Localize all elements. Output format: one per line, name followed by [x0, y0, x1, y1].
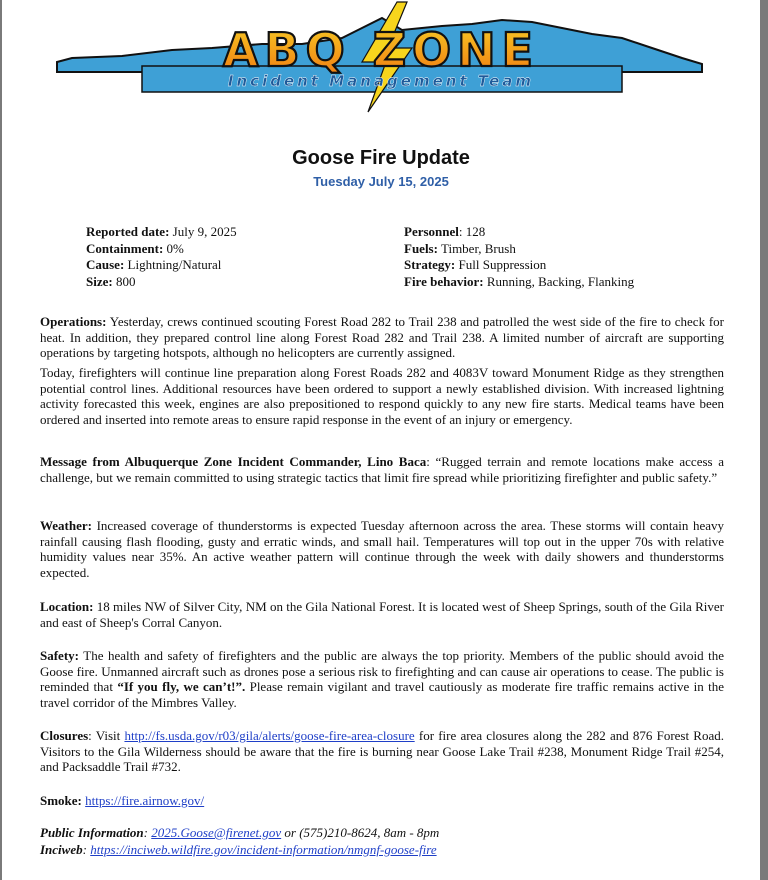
fact-fuels: Fuels: Timber, Brush — [404, 240, 516, 256]
weather-paragraph: Weather: Increased coverage of thunderstorms is expected Tuesday afternoon across the area. These storms will contain heavy rainfall causing flash flooding, gusty and erratic winds, and small hail. Temperatures will top out in the upper 70s with relative humidity values near 35%. An active weather pattern will continue through the week with daily showers and thunderstorms expected. — [40, 518, 724, 580]
smoke-paragraph: Smoke: https://fire.airnow.gov/ — [40, 793, 205, 808]
abq-zone-logo — [2, 0, 760, 125]
fact-size: Size: 800 — [86, 273, 136, 289]
logo-main-text: ABQ ZONE — [222, 23, 540, 77]
fire-facts-right — [404, 224, 634, 290]
public-information-line: Public Information: 2025.Goose@firenet.gov or (575)210-8624, 8am - 8pm — [40, 825, 440, 840]
inciweb-link[interactable]: https://inciweb.wildfire.gov/incident-information/nmgnf-goose-fire — [90, 842, 437, 857]
logo-sub-text: Incident Management Team — [227, 72, 535, 90]
document-page — [2, 0, 760, 880]
fact-personnel: Personnel: 128 — [404, 224, 486, 239]
safety-paragraph: Safety: The health and safety of firefighters and the public are always the top priority. Members of the public should avoid the Goose fire. Unmanned aircraft such as drones pose a serious risk to firefighting and can cause air operations to cease. The public is reminded that “If you fly, we can’t!”. Please remain vigilant and travel cautiously as moderate fire traffic remains active in the travel corridor of the Mimbres Valley. — [40, 648, 724, 710]
page-title: Goose Fire Update — [292, 147, 470, 169]
fact-reported-date: Reported date: July 9, 2025 — [86, 224, 237, 239]
fire-facts-left — [86, 224, 237, 290]
fact-strategy: Strategy: Full Suppression — [404, 257, 547, 272]
today-paragraph: Today, firefighters will continue line preparation along Forest Roads 282 and 4083V toward Monument Ridge as they strengthen potential control lines. Additional resources have been ordered to support a newly established division. With increased lightning activity forecasted this week, engines are also prepositioned to respond quickly to any new fire starts. Medical teams have been ordered and inserted into remote areas to ensure rapid response in the event of an injury or emergency. — [40, 365, 724, 427]
location-paragraph: Location: 18 miles NW of Silver City, NM on the Gila National Forest. It is located west of Sheep Springs, south of the Gila River and east of Sheep's Corral Canyon. — [40, 599, 724, 630]
fact-cause: Cause: Lightning/Natural — [86, 257, 222, 272]
update-date: Tuesday July 15, 2025 — [313, 174, 449, 189]
fact-containment: Containment: 0% — [86, 240, 184, 256]
closure-link[interactable]: http://fs.usda.gov/r03/gila/alerts/goose-fire-area-closure — [124, 728, 415, 743]
commander-message-paragraph: Message from Albuquerque Zone Incident Commander, Lino Baca: “Rugged terrain and remote locations make access a challenge, but we remain committed to using strategic tactics that limit fire spread while prioritizing firefighter and public safety.” — [40, 454, 724, 485]
operations-paragraph: Operations: Yesterday, crews continued scouting Forest Road 282 to Trail 238 and patrolled the west side of the fire to check for heat. In addition, they prepared control line along Forest Road 282 and Trail 238. A limited number of aircraft are supporting operations by targeting hotspots, although no helicopters are currently assigned. — [40, 314, 724, 361]
fact-fire-behavior: Fire behavior: Running, Backing, Flanking — [404, 273, 635, 289]
closures-paragraph: Closures: Visit http://fs.usda.gov/r03/gila/alerts/goose-fire-area-closure for fire area closures along the 282 and 876 Forest Road. Visitors to the Gila Wilderness should be aware that the fire is burning near Goose Lake Trail #238, Monument Ridge Trail #254, and Packsaddle Trail #732. — [40, 728, 724, 775]
airnow-link[interactable]: https://fire.airnow.gov/ — [85, 793, 205, 808]
inciweb-line: Inciweb: https://inciweb.wildfire.gov/incident-information/nmgnf-goose-fire — [40, 842, 437, 857]
email-link[interactable]: 2025.Goose@firenet.gov — [151, 825, 282, 840]
